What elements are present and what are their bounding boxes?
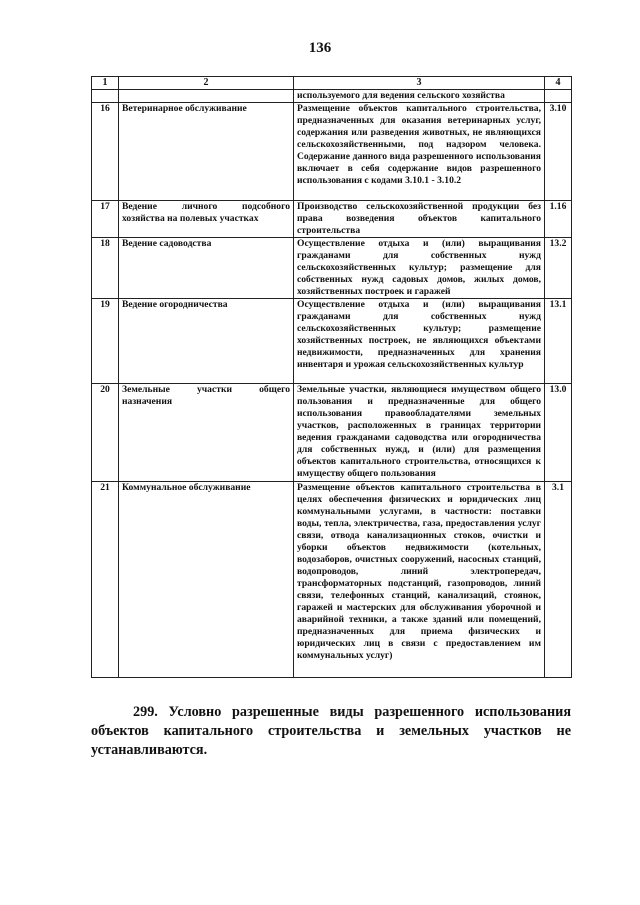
continuation-text: используемого для ведения сельского хозяйства — [294, 90, 545, 103]
row-number: 20 — [92, 384, 119, 482]
table-row — [92, 299, 572, 384]
header-col-4: 4 — [545, 77, 572, 90]
row-description: Размещение объектов капитального строительства, предназначенных для оказания ветеринарных услуг, содержания или разведения животных, не являющихся сельскохозяйственными, под надзором человека. Содержание данного вида разрешенного использования включает в себя содержание видов разрешенного использования с кодами 3.10.1 - 3.10.2 — [294, 103, 545, 201]
row-description: Осуществление отдыха и (или) выращивания гражданами для собственных нужд сельскохозяйственных культур; размещение для собственных нужд садовых домов, жилых домов, хозяйственных построек и гаражей — [294, 238, 545, 299]
row-number: 16 — [92, 103, 119, 201]
row-name: Ведение садоводства — [119, 238, 294, 299]
row-code: 13.1 — [545, 299, 572, 384]
row-number: 19 — [92, 299, 119, 384]
table-row — [92, 103, 572, 201]
row-name: Земельные участки общего назначения — [119, 384, 294, 482]
table-row — [92, 482, 572, 678]
row-number: 17 — [92, 201, 119, 238]
table-row — [92, 384, 572, 482]
row-name: Ведение огородничества — [119, 299, 294, 384]
land-use-table — [91, 76, 572, 678]
row-description: Размещение объектов капитального строительства в целях обеспечения физических и юридических лиц коммунальными услугами, в частности: поставки воды, тепла, электричества, газа, предоставления услуг связи, отвода канализационных стоков, очистки и уборки объектов недвижимости (котельных, водозаборов, очистных сооружений, насосных станций, водопроводов, линий электропередач, трансформаторных подстанций, газопроводов, линий связи, телефонных станций, канализаций, стоянок, гаражей и мастерских для обслуживания уборочной и аварийной техники, а также зданий или помещений, предназначенных для приема физических и юридических лиц в связи с предоставлением им коммунальных услуг) — [294, 482, 545, 678]
page-number: 136 — [308, 40, 332, 56]
row-name: Ветеринарное обслуживание — [119, 103, 294, 201]
row-code: 3.1 — [545, 482, 572, 678]
row-number: 21 — [92, 482, 119, 678]
table-header-row — [92, 77, 572, 90]
row-code: 3.10 — [545, 103, 572, 201]
row-code: 1.16 — [545, 201, 572, 238]
continuation-row — [92, 90, 572, 103]
row-name: Ведение личного подсобного хозяйства на полевых участках — [119, 201, 294, 238]
row-code: 13.2 — [545, 238, 572, 299]
header-col-1: 1 — [92, 77, 119, 90]
row-description: Производство сельскохозяйственной продукции без права возведения объектов капитального строительства — [294, 201, 545, 238]
table-row — [92, 201, 572, 238]
row-number: 18 — [92, 238, 119, 299]
header-col-3: 3 — [294, 77, 545, 90]
row-code: 13.0 — [545, 384, 572, 482]
row-name: Коммунальное обслуживание — [119, 482, 294, 678]
header-col-2: 2 — [119, 77, 294, 90]
table-row — [92, 238, 572, 299]
paragraph-299: 299. Условно разрешенные виды разрешенного использования объектов капитального строительства и земельных участков не устанавливаются. — [91, 704, 571, 758]
row-description: Земельные участки, являющиеся имуществом общего пользования и предназначенные для общего использования правообладателями земельных участков, расположенных в границах территории ведения гражданами садоводства или огородничества для собственных нужд, и (или) для размещения объектов капитального строительства, относящихся к имуществу общего пользования — [294, 384, 545, 482]
row-description: Осуществление отдыха и (или) выращивания гражданами для собственных нужд сельскохозяйственных культур; размещение хозяйственных построек, не являющихся объектами недвижимости, предназначенных для хранения инвентаря и урожая сельскохозяйственных культур — [294, 299, 545, 384]
